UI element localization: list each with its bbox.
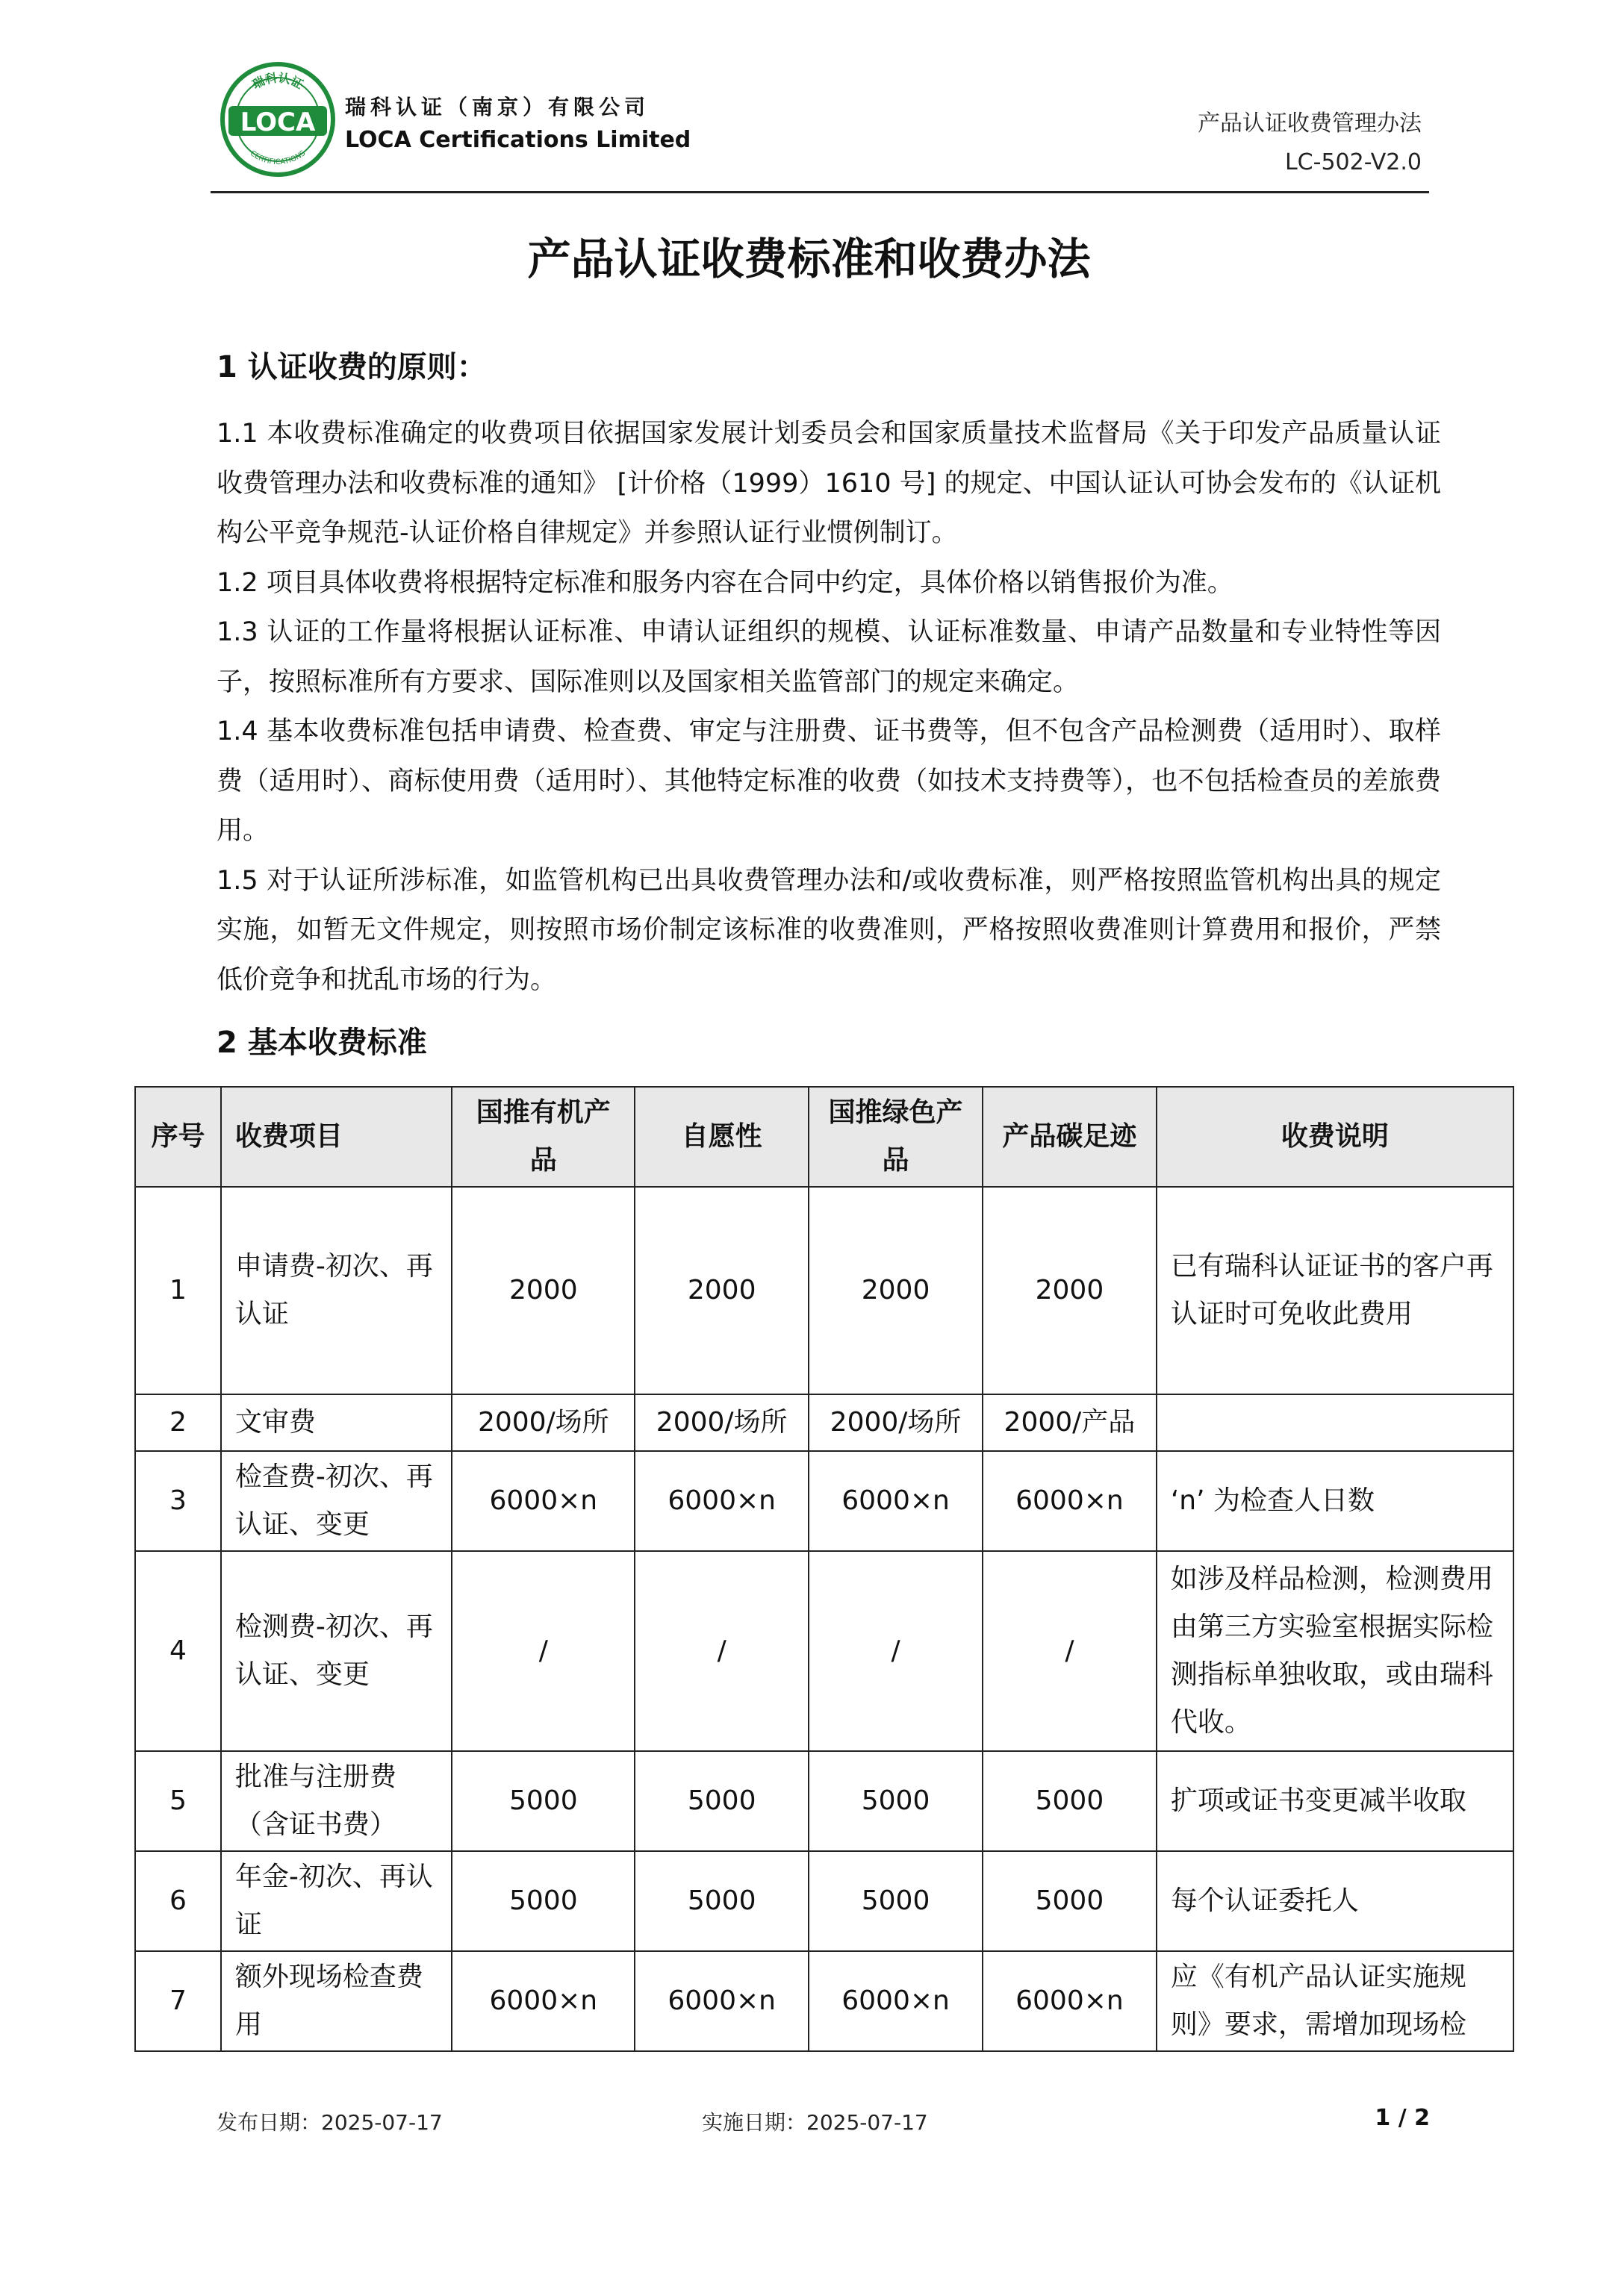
cell-voluntary: 6000×n bbox=[635, 1951, 809, 2051]
cell-carbon: 5000 bbox=[983, 1851, 1157, 1951]
paragraph-1-2: 1.2 项目具体收费将根据特定标准和服务内容在合同中约定，具体价格以销售报价为准。 bbox=[217, 567, 1233, 598]
cell-organic: / bbox=[452, 1551, 635, 1751]
cell-note bbox=[1157, 1394, 1513, 1451]
cell-note: 扩项或证书变更减半收取 bbox=[1157, 1751, 1513, 1851]
cell-item: 年金-初次、再认证 bbox=[221, 1851, 452, 1951]
header-seq: 序号 bbox=[135, 1087, 221, 1187]
cell-note: 如涉及样品检测，检测费用由第三方实验室根据实际检测指标单独收取，或由瑞科代收。 bbox=[1157, 1551, 1513, 1751]
cell-seq: 1 bbox=[135, 1187, 221, 1394]
cell-organic: 6000×n bbox=[452, 1951, 635, 2051]
company-logo bbox=[218, 60, 337, 179]
header-organic: 国推有机产品 bbox=[452, 1087, 635, 1187]
svg-text:瑞科认证: 瑞科认证 bbox=[249, 70, 306, 92]
document-name: 产品认证收费管理办法 bbox=[1198, 110, 1422, 137]
cell-voluntary: / bbox=[635, 1551, 809, 1751]
svg-text:LOCA: LOCA bbox=[240, 107, 316, 137]
cell-note: ‘n’ 为检查人日数 bbox=[1157, 1451, 1513, 1551]
page-title: 产品认证收费标准和收费办法 bbox=[527, 234, 1091, 284]
paragraph-1-4: 1.4 基本收费标准包括申请费、检查费、审定与注册费、证书费等，但不包含产品检测费（适用时）、取样费（适用时）、商标使用费（适用时）、其他特定标准的收费（如技术支持费等），也不包括检查员的差旅费用。 bbox=[217, 717, 1441, 846]
table-row bbox=[135, 1951, 1513, 2051]
document-code: LC-502-V2.0 bbox=[1284, 149, 1422, 175]
cell-green: / bbox=[809, 1551, 983, 1751]
cell-seq: 3 bbox=[135, 1451, 221, 1551]
cell-organic: 2000 bbox=[452, 1187, 635, 1394]
effective-date: 实施日期：2025-07-17 bbox=[702, 2110, 928, 2135]
cell-organic: 5000 bbox=[452, 1851, 635, 1951]
company-name bbox=[345, 91, 691, 153]
cell-voluntary: 2000 bbox=[635, 1187, 809, 1394]
cell-green: 6000×n bbox=[809, 1451, 983, 1551]
fee-table bbox=[134, 1086, 1514, 2052]
cell-green: 5000 bbox=[809, 1751, 983, 1851]
company-name-en: LOCA Certifications Limited bbox=[345, 127, 691, 153]
table-row bbox=[135, 1751, 1513, 1851]
table-row bbox=[135, 1187, 1513, 1394]
cell-seq: 6 bbox=[135, 1851, 221, 1951]
cell-green: 6000×n bbox=[809, 1951, 983, 2051]
cell-voluntary: 5000 bbox=[635, 1851, 809, 1951]
header-item: 收费项目 bbox=[221, 1087, 452, 1187]
cell-seq: 7 bbox=[135, 1951, 221, 2051]
cell-item: 批准与注册费（含证书费） bbox=[221, 1751, 452, 1851]
cell-item: 检查费-初次、再认证、变更 bbox=[221, 1451, 452, 1551]
table-row bbox=[135, 1451, 1513, 1551]
cell-item: 额外现场检查费用 bbox=[221, 1951, 452, 2051]
paragraph-1-5: 1.5 对于认证所涉标准，如监管机构已出具收费管理办法和/或收费标准，则严格按照监管机构出具的规定实施，如暂无文件规定，则按照市场价制定该标准的收费准则，严格按照收费准则计算费用和报价，严禁低价竞争和扰乱市场的行为。 bbox=[217, 865, 1441, 995]
cell-carbon: 6000×n bbox=[983, 1451, 1157, 1551]
cell-seq: 5 bbox=[135, 1751, 221, 1851]
cell-voluntary: 5000 bbox=[635, 1751, 809, 1851]
cell-green: 5000 bbox=[809, 1851, 983, 1951]
cell-organic: 5000 bbox=[452, 1751, 635, 1851]
cell-carbon: / bbox=[983, 1551, 1157, 1751]
cell-carbon: 5000 bbox=[983, 1751, 1157, 1851]
page-header bbox=[211, 45, 1429, 193]
section-heading-1: 1 认证收费的原则： bbox=[217, 350, 487, 384]
header-note: 收费说明 bbox=[1157, 1087, 1513, 1187]
cell-carbon: 6000×n bbox=[983, 1951, 1157, 2051]
paragraph-1-3: 1.3 认证的工作量将根据认证标准、申请认证组织的规模、认证标准数量、申请产品数量和专业特性等因子，按照标准所有方要求、国际准则以及国家相关监管部门的规定来确定。 bbox=[217, 617, 1441, 697]
cell-carbon: 2000 bbox=[983, 1187, 1157, 1394]
cell-organic: 6000×n bbox=[452, 1451, 635, 1551]
document-meta bbox=[1198, 104, 1422, 182]
publish-date: 发布日期：2025-07-17 bbox=[217, 2110, 443, 2135]
cell-item: 申请费-初次、再认证 bbox=[221, 1187, 452, 1394]
svg-text:CERTIFICATIONS: CERTIFICATIONS bbox=[248, 149, 308, 167]
cell-item: 文审费 bbox=[221, 1394, 452, 1451]
cell-seq: 2 bbox=[135, 1394, 221, 1451]
paragraph-1-1: 1.1 本收费标准确定的收费项目依据国家发展计划委员会和国家质量技术监督局《关于印发产品质量认证收费管理办法和收费标准的通知》 [计价格（1999）1610 号] 的规定、中国认证认可协会发布的《认证机构公平竞争规范-认证价格自律规定》并参照认证行业惯例制订。 bbox=[217, 419, 1441, 548]
cell-green: 2000/场所 bbox=[809, 1394, 983, 1451]
table-row bbox=[135, 1394, 1513, 1451]
header-green: 国推绿色产品 bbox=[809, 1087, 983, 1187]
cell-note: 应《有机产品认证实施规则》要求，需增加现场检 bbox=[1157, 1951, 1513, 2051]
section-1-body bbox=[217, 409, 1441, 1005]
table-header-row bbox=[135, 1087, 1513, 1187]
cell-organic: 2000/场所 bbox=[452, 1394, 635, 1451]
cell-voluntary: 2000/场所 bbox=[635, 1394, 809, 1451]
table-row bbox=[135, 1551, 1513, 1751]
section-heading-2: 2 基本收费标准 bbox=[217, 1026, 427, 1060]
table-row bbox=[135, 1851, 1513, 1951]
cell-note: 每个认证委托人 bbox=[1157, 1851, 1513, 1951]
cell-item: 检测费-初次、再认证、变更 bbox=[221, 1551, 452, 1751]
page-number: 1 / 2 bbox=[1375, 2105, 1430, 2131]
cell-carbon: 2000/产品 bbox=[983, 1394, 1157, 1451]
header-voluntary: 自愿性 bbox=[635, 1087, 809, 1187]
header-carbon: 产品碳足迹 bbox=[983, 1087, 1157, 1187]
cell-note: 已有瑞科认证证书的客户再认证时可免收此费用 bbox=[1157, 1187, 1513, 1394]
cell-voluntary: 6000×n bbox=[635, 1451, 809, 1551]
cell-green: 2000 bbox=[809, 1187, 983, 1394]
company-name-cn: 瑞科认证（南京）有限公司 bbox=[345, 95, 650, 119]
cell-seq: 4 bbox=[135, 1551, 221, 1751]
